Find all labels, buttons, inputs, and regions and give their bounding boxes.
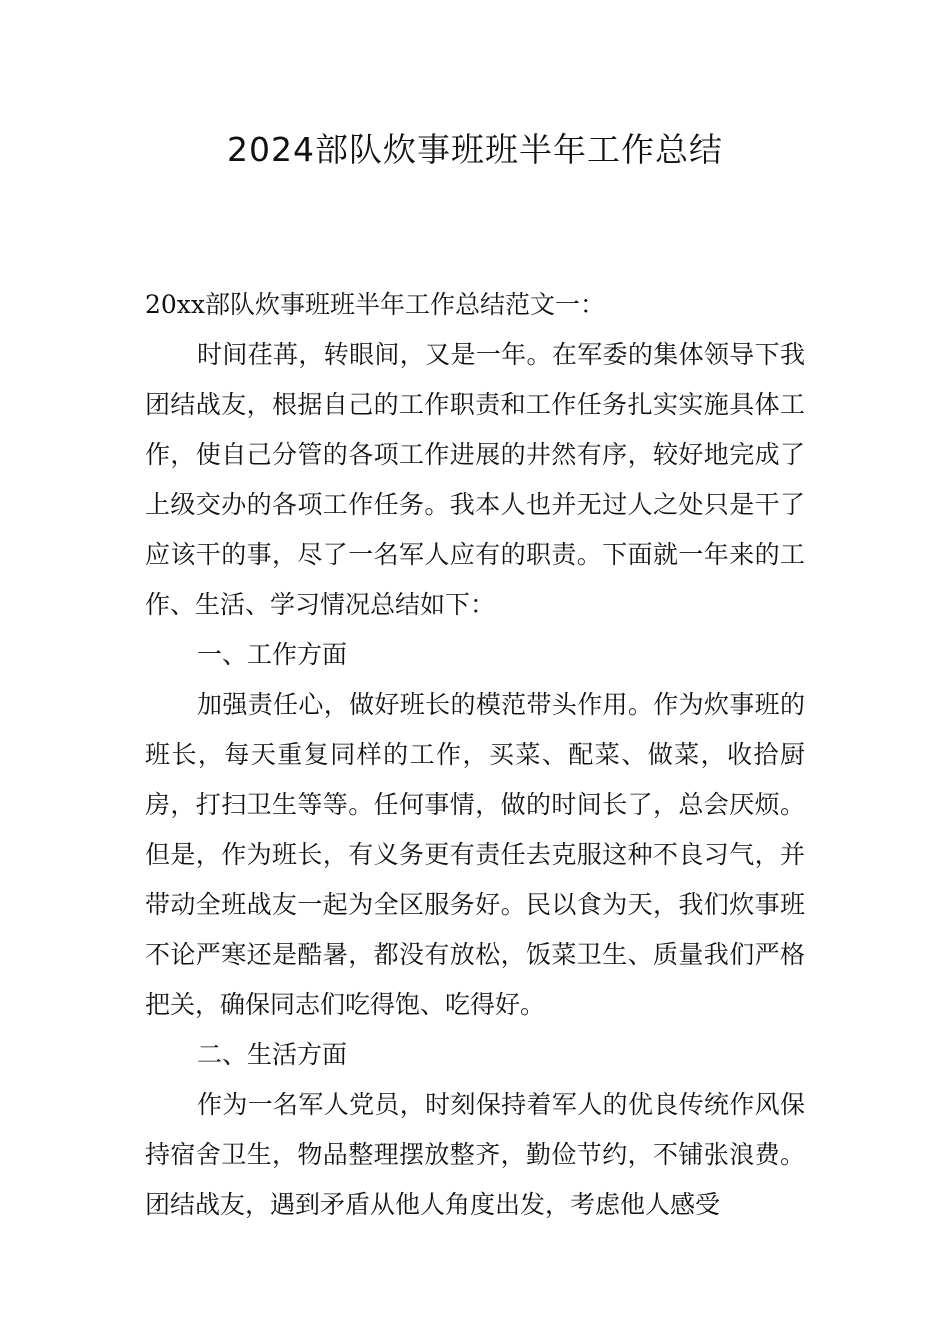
- intro-line: 20xx部队炊事班班半年工作总结范文一：: [145, 290, 606, 319]
- section-heading-work: 一、工作方面: [197, 640, 348, 669]
- section-heading-life: 二、生活方面: [197, 1040, 348, 1069]
- document-body: [145, 280, 805, 1230]
- document-title: 2024部队炊事班班半年工作总结: [227, 130, 723, 169]
- paragraph-work: 加强责任心，做好班长的模范带头作用。作为炊事班的班长，每天重复同样的工作，买菜、配菜、做菜，收拾厨房，打扫卫生等等。任何事情，做的时间长了，总会厌烦。但是，作为班长，有义务更有责任去克服这种不良习气，并带动全班战友一起为全区服务好。民以食为天，我们炊事班不论严寒还是酷暑，都没有放松，饭菜卫生、质量我们严格把关，确保同志们吃得饱、吃得好。: [145, 690, 805, 1019]
- paragraph-life: 作为一名军人党员，时刻保持着军人的优良传统作风保持宿舍卫生，物品整理摆放整齐，勤俭节约，不铺张浪费。团结战友，遇到矛盾从他人角度出发，考虑他人感受: [145, 1090, 805, 1219]
- paragraph-opening: 时间荏苒，转眼间，又是一年。在军委的集体领导下我团结战友，根据自己的工作职责和工作任务扎实实施具体工作，使自己分管的各项工作进展的井然有序，较好地完成了上级交办的各项工作任务。我本人也并无过人之处只是干了应该干的事，尽了一名军人应有的职责。下面就一年来的工作、生活、学习情况总结如下：: [145, 340, 805, 619]
